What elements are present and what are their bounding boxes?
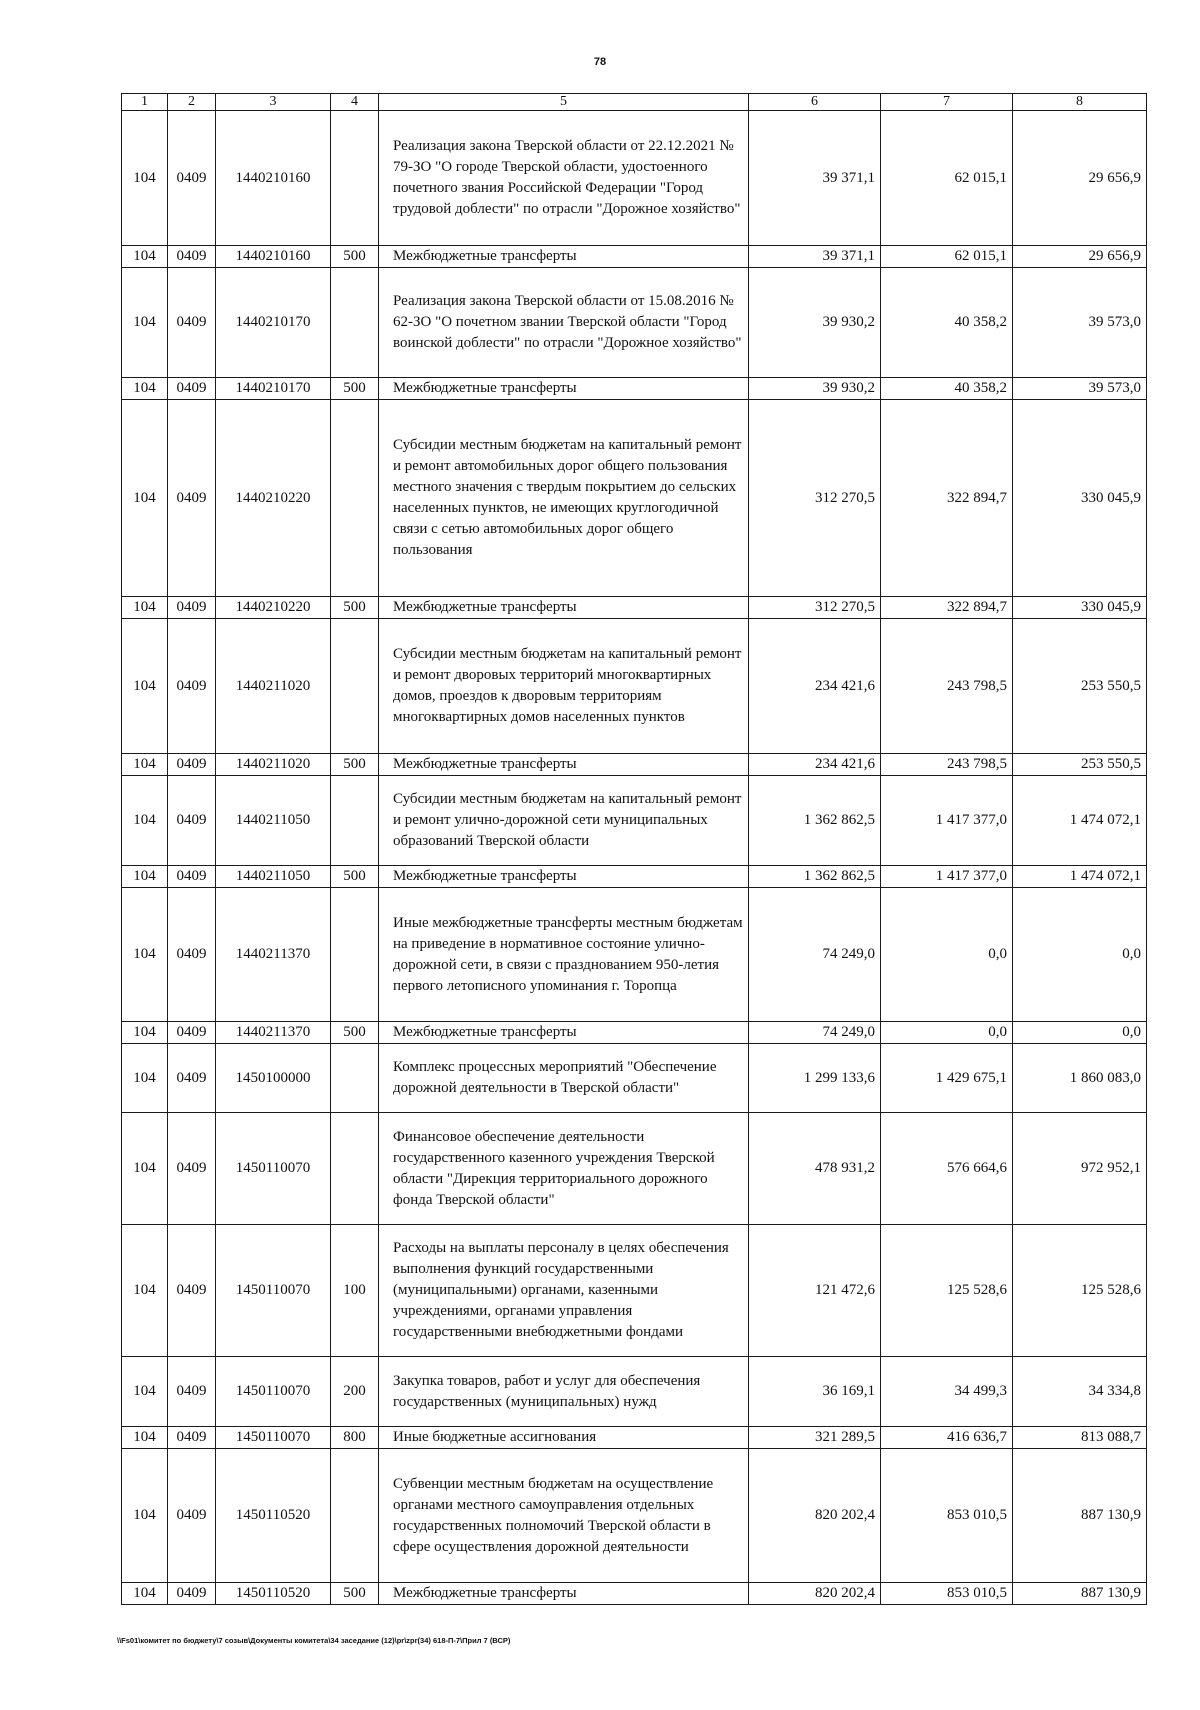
expense-type-cell <box>331 1449 379 1583</box>
amount-year1-cell: 74 249,0 <box>749 1022 881 1044</box>
expense-type-cell: 500 <box>331 1022 379 1044</box>
amount-year2-cell: 0,0 <box>881 1022 1013 1044</box>
amount-year3-cell: 34 334,8 <box>1013 1357 1147 1427</box>
target-article-cell: 1440210170 <box>216 268 331 378</box>
expense-type-cell <box>331 888 379 1022</box>
admin-code-cell: 104 <box>122 1022 168 1044</box>
amount-year2-cell: 1 417 377,0 <box>881 776 1013 866</box>
expense-type-cell <box>331 400 379 597</box>
section-code-cell: 0409 <box>168 111 216 246</box>
section-code-cell: 0409 <box>168 1113 216 1225</box>
target-article-cell: 1440211050 <box>216 776 331 866</box>
description-cell: Реализация закона Тверской области от 15.08.2016 № 62-ЗО "О почетном звании Тверской области "Город воинской доблести" по отрасли "Дорожное хозяйство" <box>379 268 749 378</box>
target-article-cell: 1440211370 <box>216 1022 331 1044</box>
table-row <box>122 888 1147 1022</box>
admin-code-cell: 104 <box>122 754 168 776</box>
target-article-cell: 1440210160 <box>216 111 331 246</box>
expense-type-cell <box>331 111 379 246</box>
amount-year1-cell: 39 930,2 <box>749 378 881 400</box>
amount-year1-cell: 39 930,2 <box>749 268 881 378</box>
expense-type-cell <box>331 1044 379 1113</box>
table-row <box>122 1113 1147 1225</box>
section-code-cell: 0409 <box>168 1022 216 1044</box>
description-cell: Межбюджетные трансферты <box>379 246 749 268</box>
target-article-cell: 1440210160 <box>216 246 331 268</box>
target-article-cell: 1440210170 <box>216 378 331 400</box>
admin-code-cell: 104 <box>122 866 168 888</box>
expense-type-cell <box>331 619 379 754</box>
description-cell: Субвенции местным бюджетам на осуществление органами местного самоуправления отдельных государственных полномочий Тверской области в сфере осуществления дорожной деятельности <box>379 1449 749 1583</box>
amount-year2-cell: 34 499,3 <box>881 1357 1013 1427</box>
description-cell: Иные межбюджетные трансферты местным бюджетам на приведение в нормативное состояние улично-дорожной сети, в связи с празднованием 950-летия первого летописного упоминания г. Торопца <box>379 888 749 1022</box>
section-code-cell: 0409 <box>168 1427 216 1449</box>
section-code-cell: 0409 <box>168 268 216 378</box>
table-row <box>122 866 1147 888</box>
description-cell: Межбюджетные трансферты <box>379 754 749 776</box>
table-row <box>122 1583 1147 1605</box>
admin-code-cell: 104 <box>122 888 168 1022</box>
amount-year2-cell: 322 894,7 <box>881 400 1013 597</box>
amount-year2-cell: 416 636,7 <box>881 1427 1013 1449</box>
amount-year1-cell: 234 421,6 <box>749 619 881 754</box>
section-code-cell: 0409 <box>168 246 216 268</box>
table-row <box>122 754 1147 776</box>
target-article-cell: 1450110070 <box>216 1225 331 1357</box>
column-header: 7 <box>881 94 1013 111</box>
header-row <box>122 94 1147 111</box>
amount-year1-cell: 312 270,5 <box>749 597 881 619</box>
table-row <box>122 776 1147 866</box>
target-article-cell: 1450110070 <box>216 1113 331 1225</box>
admin-code-cell: 104 <box>122 1583 168 1605</box>
admin-code-cell: 104 <box>122 1113 168 1225</box>
description-cell: Расходы на выплаты персоналу в целях обеспечения выполнения функций государственными (муниципальными) органами, казенными учреждениями, органами управления государственными внебюджетными фондами <box>379 1225 749 1357</box>
description-cell: Межбюджетные трансферты <box>379 1583 749 1605</box>
section-code-cell: 0409 <box>168 888 216 1022</box>
amount-year3-cell: 887 130,9 <box>1013 1449 1147 1583</box>
amount-year3-cell: 0,0 <box>1013 1022 1147 1044</box>
amount-year2-cell: 853 010,5 <box>881 1449 1013 1583</box>
amount-year3-cell: 0,0 <box>1013 888 1147 1022</box>
admin-code-cell: 104 <box>122 1427 168 1449</box>
target-article-cell: 1440211050 <box>216 866 331 888</box>
expense-type-cell: 200 <box>331 1357 379 1427</box>
expense-type-cell <box>331 1113 379 1225</box>
target-article-cell: 1440211020 <box>216 754 331 776</box>
admin-code-cell: 104 <box>122 776 168 866</box>
section-code-cell: 0409 <box>168 378 216 400</box>
amount-year1-cell: 1 362 862,5 <box>749 776 881 866</box>
table-row <box>122 111 1147 246</box>
amount-year2-cell: 243 798,5 <box>881 754 1013 776</box>
expense-type-cell: 500 <box>331 246 379 268</box>
amount-year1-cell: 1 299 133,6 <box>749 1044 881 1113</box>
column-header: 2 <box>168 94 216 111</box>
amount-year1-cell: 1 362 862,5 <box>749 866 881 888</box>
target-article-cell: 1440210220 <box>216 400 331 597</box>
amount-year3-cell: 125 528,6 <box>1013 1225 1147 1357</box>
amount-year2-cell: 62 015,1 <box>881 111 1013 246</box>
description-cell: Межбюджетные трансферты <box>379 378 749 400</box>
expense-type-cell: 500 <box>331 866 379 888</box>
amount-year1-cell: 39 371,1 <box>749 111 881 246</box>
section-code-cell: 0409 <box>168 400 216 597</box>
column-header: 4 <box>331 94 379 111</box>
amount-year3-cell: 1 860 083,0 <box>1013 1044 1147 1113</box>
description-cell: Комплекс процессных мероприятий "Обеспечение дорожной деятельности в Тверской области" <box>379 1044 749 1113</box>
amount-year3-cell: 1 474 072,1 <box>1013 776 1147 866</box>
table-row <box>122 378 1147 400</box>
section-code-cell: 0409 <box>168 1357 216 1427</box>
table-row <box>122 400 1147 597</box>
table-row <box>122 1357 1147 1427</box>
section-code-cell: 0409 <box>168 1583 216 1605</box>
table-row <box>122 1449 1147 1583</box>
admin-code-cell: 104 <box>122 111 168 246</box>
description-cell: Межбюджетные трансферты <box>379 1022 749 1044</box>
amount-year3-cell: 253 550,5 <box>1013 619 1147 754</box>
amount-year2-cell: 125 528,6 <box>881 1225 1013 1357</box>
page-number: 78 <box>593 56 607 68</box>
section-code-cell: 0409 <box>168 1449 216 1583</box>
amount-year3-cell: 972 952,1 <box>1013 1113 1147 1225</box>
column-header: 3 <box>216 94 331 111</box>
table-header <box>122 94 1147 111</box>
column-header: 8 <box>1013 94 1147 111</box>
table-row <box>122 246 1147 268</box>
expense-type-cell: 500 <box>331 378 379 400</box>
amount-year2-cell: 576 664,6 <box>881 1113 1013 1225</box>
admin-code-cell: 104 <box>122 246 168 268</box>
table-row <box>122 1044 1147 1113</box>
description-cell: Закупка товаров, работ и услуг для обеспечения государственных (муниципальных) нужд <box>379 1357 749 1427</box>
table-row <box>122 619 1147 754</box>
description-cell: Субсидии местным бюджетам на капитальный ремонт и ремонт дворовых территорий многоквартирных домов, проездов к дворовым территориям многоквартирных домов населенных пунктов <box>379 619 749 754</box>
amount-year1-cell: 36 169,1 <box>749 1357 881 1427</box>
target-article-cell: 1450100000 <box>216 1044 331 1113</box>
section-code-cell: 0409 <box>168 597 216 619</box>
section-code-cell: 0409 <box>168 1225 216 1357</box>
budget-table <box>121 93 1147 1605</box>
section-code-cell: 0409 <box>168 1044 216 1113</box>
section-code-cell: 0409 <box>168 776 216 866</box>
section-code-cell: 0409 <box>168 866 216 888</box>
amount-year1-cell: 820 202,4 <box>749 1449 881 1583</box>
amount-year2-cell: 322 894,7 <box>881 597 1013 619</box>
target-article-cell: 1450110070 <box>216 1427 331 1449</box>
amount-year3-cell: 1 474 072,1 <box>1013 866 1147 888</box>
amount-year3-cell: 330 045,9 <box>1013 400 1147 597</box>
amount-year3-cell: 29 656,9 <box>1013 246 1147 268</box>
description-cell: Субсидии местным бюджетам на капитальный ремонт и ремонт автомобильных дорог общего пользования местного значения с твердым покрытием до сельских населенных пунктов, не имеющих круглогодичной связи с сетью автомобильных дорог общего пользования <box>379 400 749 597</box>
admin-code-cell: 104 <box>122 1357 168 1427</box>
table-row <box>122 1427 1147 1449</box>
amount-year2-cell: 40 358,2 <box>881 268 1013 378</box>
amount-year1-cell: 121 472,6 <box>749 1225 881 1357</box>
amount-year2-cell: 0,0 <box>881 888 1013 1022</box>
amount-year3-cell: 330 045,9 <box>1013 597 1147 619</box>
description-cell: Межбюджетные трансферты <box>379 597 749 619</box>
admin-code-cell: 104 <box>122 400 168 597</box>
amount-year2-cell: 1 417 377,0 <box>881 866 1013 888</box>
target-article-cell: 1450110520 <box>216 1583 331 1605</box>
column-header: 6 <box>749 94 881 111</box>
admin-code-cell: 104 <box>122 619 168 754</box>
column-header: 5 <box>379 94 749 111</box>
amount-year3-cell: 813 088,7 <box>1013 1427 1147 1449</box>
expense-type-cell <box>331 268 379 378</box>
amount-year1-cell: 74 249,0 <box>749 888 881 1022</box>
amount-year1-cell: 234 421,6 <box>749 754 881 776</box>
description-cell: Субсидии местным бюджетам на капитальный ремонт и ремонт улично-дорожной сети муниципальных образований Тверской области <box>379 776 749 866</box>
table-row <box>122 268 1147 378</box>
expense-type-cell: 500 <box>331 597 379 619</box>
target-article-cell: 1450110070 <box>216 1357 331 1427</box>
amount-year3-cell: 253 550,5 <box>1013 754 1147 776</box>
table-row <box>122 1022 1147 1044</box>
amount-year3-cell: 39 573,0 <box>1013 378 1147 400</box>
description-cell: Реализация закона Тверской области от 22.12.2021 № 79-ЗО "О городе Тверской области, удостоенного почетного звания Российской Федерации "Город трудовой доблести" по отрасли "Дорожное хозяйство" <box>379 111 749 246</box>
admin-code-cell: 104 <box>122 378 168 400</box>
table-body <box>122 111 1147 1605</box>
admin-code-cell: 104 <box>122 597 168 619</box>
section-code-cell: 0409 <box>168 754 216 776</box>
expense-type-cell: 500 <box>331 1583 379 1605</box>
amount-year1-cell: 39 371,1 <box>749 246 881 268</box>
description-cell: Межбюджетные трансферты <box>379 866 749 888</box>
amount-year3-cell: 887 130,9 <box>1013 1583 1147 1605</box>
target-article-cell: 1440211020 <box>216 619 331 754</box>
expense-type-cell: 800 <box>331 1427 379 1449</box>
amount-year2-cell: 853 010,5 <box>881 1583 1013 1605</box>
amount-year3-cell: 29 656,9 <box>1013 111 1147 246</box>
amount-year1-cell: 820 202,4 <box>749 1583 881 1605</box>
target-article-cell: 1450110520 <box>216 1449 331 1583</box>
amount-year2-cell: 1 429 675,1 <box>881 1044 1013 1113</box>
expense-type-cell: 500 <box>331 754 379 776</box>
description-cell: Иные бюджетные ассигнования <box>379 1427 749 1449</box>
column-header: 1 <box>122 94 168 111</box>
admin-code-cell: 104 <box>122 1044 168 1113</box>
amount-year1-cell: 321 289,5 <box>749 1427 881 1449</box>
description-cell: Финансовое обеспечение деятельности государственного казенного учреждения Тверской области "Дирекция территориального дорожного фонда Тверской области" <box>379 1113 749 1225</box>
table-row <box>122 1225 1147 1357</box>
footer-file-path: \\Fs01\комитет по бюджету\7 созыв\Документы комитета\34 заседание (12)\pr\zpr(34) 618-П-7\Прил 7 (ВСР) <box>117 1636 511 1645</box>
amount-year2-cell: 40 358,2 <box>881 378 1013 400</box>
admin-code-cell: 104 <box>122 1449 168 1583</box>
target-article-cell: 1440210220 <box>216 597 331 619</box>
amount-year1-cell: 478 931,2 <box>749 1113 881 1225</box>
amount-year3-cell: 39 573,0 <box>1013 268 1147 378</box>
admin-code-cell: 104 <box>122 1225 168 1357</box>
section-code-cell: 0409 <box>168 619 216 754</box>
admin-code-cell: 104 <box>122 268 168 378</box>
expense-type-cell <box>331 776 379 866</box>
amount-year2-cell: 62 015,1 <box>881 246 1013 268</box>
amount-year2-cell: 243 798,5 <box>881 619 1013 754</box>
expense-type-cell: 100 <box>331 1225 379 1357</box>
target-article-cell: 1440211370 <box>216 888 331 1022</box>
amount-year1-cell: 312 270,5 <box>749 400 881 597</box>
table-row <box>122 597 1147 619</box>
